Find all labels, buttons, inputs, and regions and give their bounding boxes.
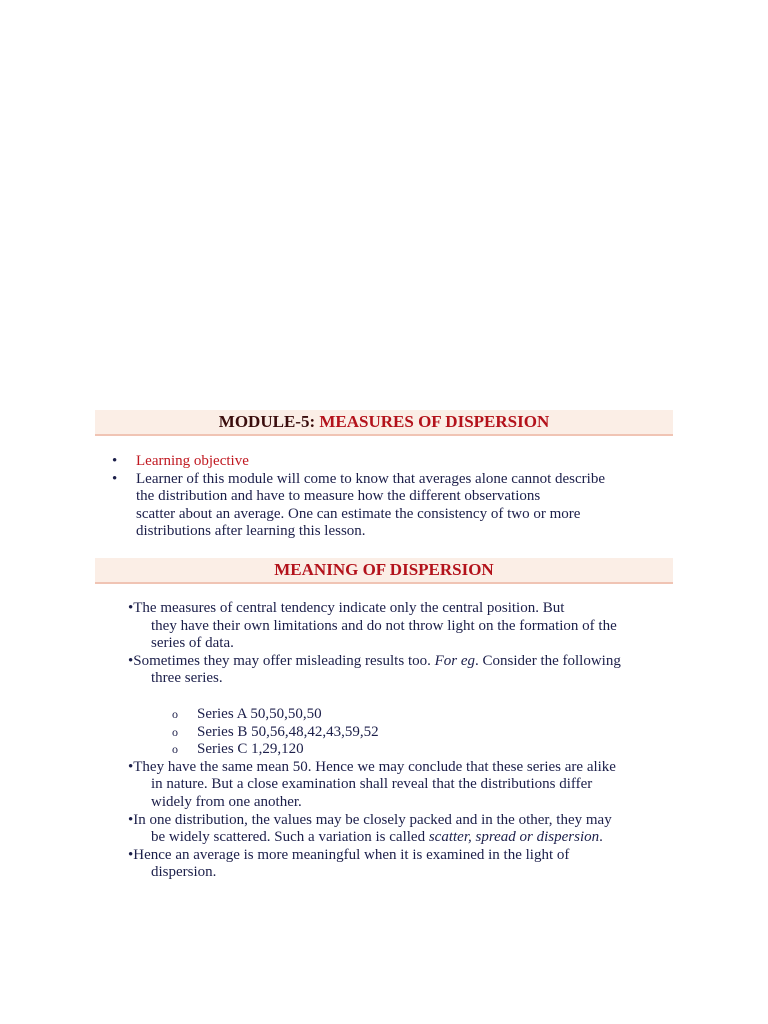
paragraph-line: three series. [151, 670, 223, 687]
paragraph-line: be widely scattered. Such a variation is called [151, 829, 429, 846]
paragraph-line: series of data. [151, 635, 234, 652]
bullet-icon: • [112, 470, 118, 487]
circle-bullet-icon: o [172, 706, 178, 721]
bullet-icon: • [128, 758, 134, 775]
list-item [172, 724, 673, 742]
section-heading [95, 558, 673, 584]
objective-text-line: distributions after learning this lesson. [136, 523, 366, 540]
paragraph-line: In one distribution, the values may be closely packed and in the other, they may [133, 811, 612, 828]
paragraph-line [128, 829, 673, 847]
paragraph [128, 600, 673, 653]
paragraph-line: They have the same mean 50. Hence we may conclude that these series are alike [133, 758, 616, 775]
meaning-body [128, 600, 673, 882]
paragraph-line: in nature. But a close examination shall reveal that the distributions differ [151, 776, 593, 793]
bullet-icon: • [112, 453, 118, 469]
paragraph [128, 847, 673, 882]
paragraph-line: Sometimes they may offer misleading results too. [133, 652, 435, 669]
circle-bullet-icon: o [172, 742, 178, 757]
objective-text-line: the distribution and have to measure how the different observations [136, 488, 541, 505]
module-number: MODULE-5: [218, 412, 320, 431]
list-item [112, 453, 672, 471]
paragraph-line: . [599, 829, 603, 846]
paragraph-line: The measures of central tendency indicate only the central position. But [133, 600, 565, 616]
series-text: Series B 50,56,48,42,43,59,52 [197, 723, 379, 740]
paragraph [128, 759, 673, 812]
series-list [172, 706, 673, 759]
bullet-icon: • [128, 846, 134, 863]
paragraph-line: Hence an average is more meaningful when it is examined in the light of [133, 846, 570, 863]
bullet-icon: • [128, 811, 134, 828]
paragraph [128, 653, 673, 688]
paragraph-line: widely from one another. [151, 793, 302, 810]
objective-label: Learning objective [136, 453, 249, 469]
learning-objectives-list [112, 453, 672, 541]
paragraph [128, 812, 673, 847]
paragraph-line: . Consider the following [475, 652, 621, 669]
list-item [172, 741, 673, 759]
emphasis: For eg [434, 652, 476, 669]
bullet-icon: • [128, 652, 134, 669]
list-item [112, 471, 672, 541]
circle-bullet-icon: o [172, 724, 178, 739]
module-heading [95, 410, 673, 436]
list-item [172, 706, 673, 724]
module-title: MEASURES OF DISPERSION [319, 412, 550, 431]
series-text: Series C 1,29,120 [197, 741, 304, 758]
paragraph-line: dispersion. [151, 864, 217, 881]
section-title: MEANING OF DISPERSION [274, 560, 494, 579]
emphasis: scatter, spread or dispersion [428, 829, 600, 846]
objective-text-line: scatter about an average. One can estimate the consistency of two or more [136, 505, 581, 522]
objective-text: Learner of this module will come to know that averages alone cannot describe [136, 470, 605, 487]
paragraph-line: they have their own limitations and do not throw light on the formation of the [151, 617, 617, 634]
series-text: Series A 50,50,50,50 [197, 705, 322, 722]
bullet-icon: • [128, 600, 134, 616]
